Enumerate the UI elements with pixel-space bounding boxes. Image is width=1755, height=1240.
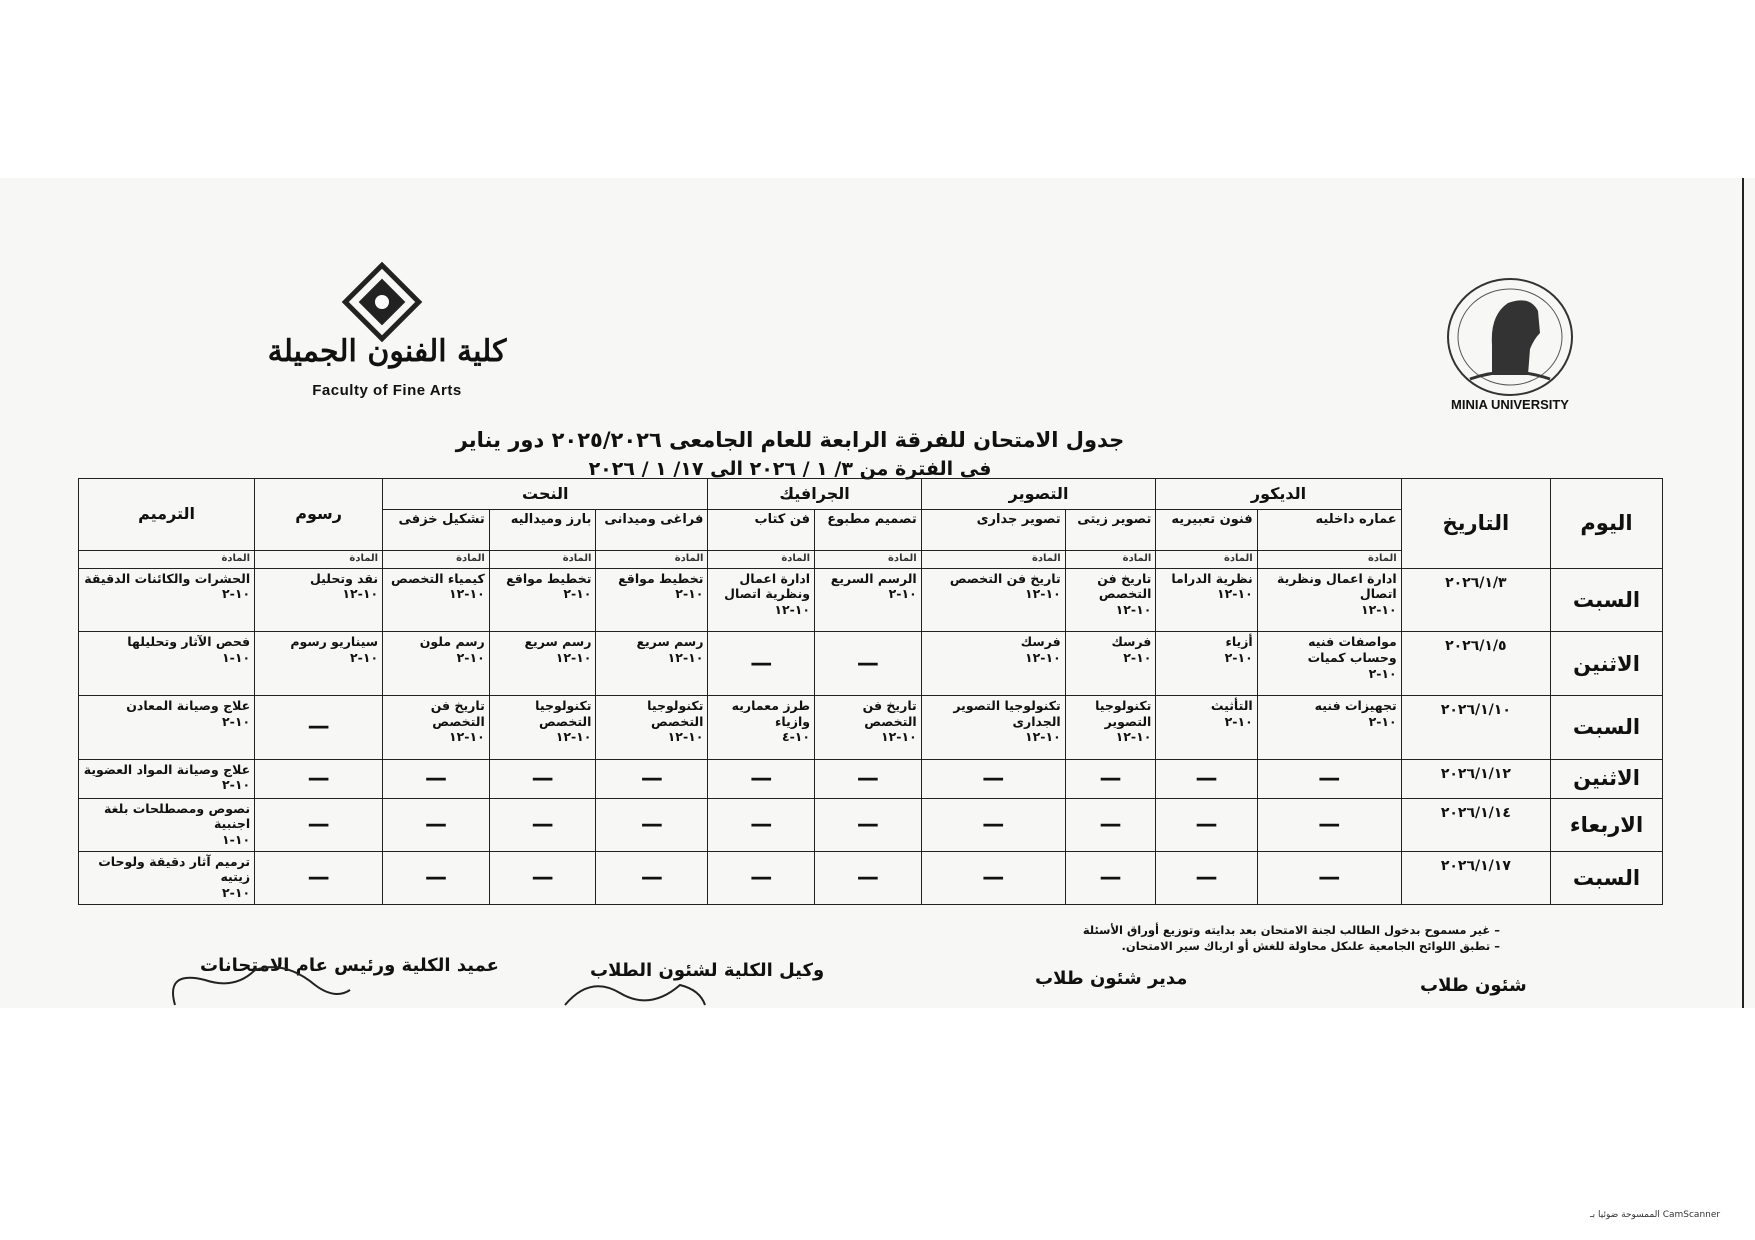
exam-cell: — xyxy=(708,759,815,798)
exam-time: ١٠-١٢ xyxy=(342,586,379,602)
exam-subject: علاج وصيانة المعادن xyxy=(126,697,251,713)
exam-cell: — xyxy=(489,759,596,798)
exam-time: ١٠-٢ xyxy=(1123,649,1152,665)
exam-time: ١٠-٢ xyxy=(222,884,251,900)
material-label: المادة xyxy=(1257,550,1401,568)
date-cell: ٢٠٢٦/١/١٠ xyxy=(1401,695,1550,759)
nefertiti-emblem-icon xyxy=(1430,275,1590,400)
exam-cell xyxy=(489,568,596,632)
exam-cell: — xyxy=(921,798,1065,851)
day-cell: الاثنين xyxy=(1551,632,1663,696)
exam-cell xyxy=(708,568,815,632)
exam-subject: كيمياء التخصص xyxy=(391,570,485,586)
exam-cell xyxy=(596,695,708,759)
schedule-row xyxy=(79,851,1663,904)
day-cell: السبت xyxy=(1551,851,1663,904)
exam-cell: — xyxy=(255,759,383,798)
exam-time: ١٠-١٢ xyxy=(1024,649,1061,665)
exam-cell xyxy=(79,759,255,798)
note-item: – غير مسموح بدخول الطالب لجنة الامتحان بعد بدايته وتوزيع أوراق الأسئلة xyxy=(1000,922,1500,938)
exam-subject: تاريخ فن التخصص xyxy=(430,697,485,729)
exam-cell: — xyxy=(596,798,708,851)
university-logo-text: MINIA UNIVERSITY xyxy=(1451,397,1569,412)
exam-cell: — xyxy=(815,759,922,798)
dept-decor: الديكور xyxy=(1156,479,1401,510)
exam-subject: تخطيط مواقع xyxy=(506,570,592,586)
material-label: المادة xyxy=(708,550,815,568)
exam-time: ١٠-١ xyxy=(222,649,251,665)
exam-cell xyxy=(79,695,255,759)
exam-time: ١٠-١٢ xyxy=(667,649,704,665)
exam-cell xyxy=(596,632,708,696)
day-cell: السبت xyxy=(1551,695,1663,759)
exam-time: ١٠-٢ xyxy=(1368,713,1397,729)
date-cell: ٢٠٢٦/١/١٤ xyxy=(1401,798,1550,851)
faculty-emblem-icon xyxy=(262,262,512,342)
exam-subject: فحص الآثار وتحليلها xyxy=(127,634,251,650)
exam-subject: تاريخ فن التخصص xyxy=(862,697,917,729)
signature-student-affairs: شئون طلاب xyxy=(1420,975,1527,996)
exam-cell: — xyxy=(708,851,815,904)
exam-cell xyxy=(921,632,1065,696)
exam-time: ١٠-١٢ xyxy=(449,729,485,745)
signature-affairs-director: مدير شئون طلاب xyxy=(1035,968,1188,989)
material-label: المادة xyxy=(1156,550,1257,568)
exam-cell: — xyxy=(708,798,815,851)
exam-subject: علاج وصيانة المواد العضوية xyxy=(83,761,251,777)
exam-subject: تكنولوجيا التخصص xyxy=(647,697,704,729)
exam-cell xyxy=(1257,632,1401,696)
date-cell: ٢٠٢٦/١/٥ xyxy=(1401,632,1550,696)
exam-time: ١٠-١٢ xyxy=(774,602,811,617)
exam-cell: — xyxy=(1156,759,1257,798)
exam-time: ١٠-١٢ xyxy=(555,729,592,745)
scanner-watermark: CamScanner الممسوحة ضوئيا بـ xyxy=(1590,1210,1721,1220)
exam-subject: فرسك xyxy=(1111,634,1152,650)
exam-time: ١٠-٢ xyxy=(222,713,251,729)
exam-subject: رسم ملون xyxy=(419,634,485,650)
day-cell: السبت xyxy=(1551,568,1663,632)
exam-time: ١٠-٢ xyxy=(222,777,251,793)
exam-time: ١٠-١٢ xyxy=(667,729,704,745)
material-label: المادة xyxy=(255,550,383,568)
exam-cell: — xyxy=(1065,759,1156,798)
exam-time: ١٠-٢ xyxy=(888,586,917,602)
date-cell: ٢٠٢٦/١/١٢ xyxy=(1401,759,1550,798)
faculty-logo-text: كلية الفنون الجميلة xyxy=(267,334,507,369)
subject-oil-painting: تصوير زيتى xyxy=(1065,509,1156,550)
exam-time: ١٠-٢ xyxy=(563,586,592,602)
exam-subject: تكنولوجيا التخصص xyxy=(535,697,592,729)
exam-subject: ادارة اعمال ونظرية اتصال xyxy=(1276,570,1397,602)
exam-cell: — xyxy=(1257,851,1401,904)
exam-cell: — xyxy=(815,851,922,904)
exam-cell: — xyxy=(921,759,1065,798)
signature-vice-dean: وكيل الكلية لشئون الطلاب xyxy=(590,960,825,981)
exam-subject: تكنولوجيا التصوير الجدارى xyxy=(953,697,1061,729)
note-item: – تطبق اللوائح الجامعية علىكل محاولة للغش أو ارباك سير الامتحان. xyxy=(1000,938,1500,954)
exam-cell xyxy=(921,568,1065,632)
exam-time: ١٠-١٢ xyxy=(1115,602,1152,617)
exam-cell xyxy=(596,568,708,632)
schedule-row xyxy=(79,798,1663,851)
exam-cell: — xyxy=(815,632,922,696)
signature-scribble-icon xyxy=(560,975,710,1015)
exam-subject: سيناريو رسوم xyxy=(290,634,379,650)
exam-cell xyxy=(1156,568,1257,632)
exam-cell: — xyxy=(383,798,490,851)
exam-cell xyxy=(1257,568,1401,632)
exam-cell xyxy=(79,798,255,851)
university-logo xyxy=(1430,275,1590,420)
exam-subject: نظرية الدراما xyxy=(1171,570,1253,586)
schedule-row xyxy=(79,568,1663,632)
exam-subject: رسم سريع xyxy=(636,634,704,650)
exam-cell xyxy=(1257,695,1401,759)
exam-time: ١٠-٢ xyxy=(350,649,379,665)
exam-cell xyxy=(921,695,1065,759)
day-cell: الاربعاء xyxy=(1551,798,1663,851)
subject-expressive-arts: فنون تعبيريه xyxy=(1156,509,1257,550)
exam-subject: أزياء xyxy=(1225,634,1253,650)
exam-cell xyxy=(1156,695,1257,759)
exam-subject: تكنولوجيا التصوير xyxy=(1095,697,1152,729)
exam-cell xyxy=(1156,632,1257,696)
material-label: المادة xyxy=(489,550,596,568)
dept-drawings: رسوم xyxy=(255,479,383,551)
header-row-departments xyxy=(79,479,1663,510)
exam-cell xyxy=(1065,568,1156,632)
exam-time: ١٠-١٢ xyxy=(1115,729,1152,745)
date-cell: ٢٠٢٦/١/٣ xyxy=(1401,568,1550,632)
exam-subject: الرسم السريع xyxy=(830,570,917,586)
exam-cell xyxy=(255,632,383,696)
exam-cell: — xyxy=(1257,759,1401,798)
exam-cell: — xyxy=(596,851,708,904)
exam-time: ١٠-٤ xyxy=(781,729,811,745)
dept-painting: التصوير xyxy=(921,479,1156,510)
exam-cell xyxy=(489,632,596,696)
exam-cell xyxy=(79,851,255,904)
subject-relief-medal: بارز وميداليه xyxy=(489,509,596,550)
exam-time: ١٠-٢ xyxy=(456,649,485,665)
exam-cell: — xyxy=(383,759,490,798)
faculty-logo-en: Faculty of Fine Arts xyxy=(312,382,462,399)
exam-subject: رسم سريع xyxy=(524,634,592,650)
exam-subject: فرسك xyxy=(1020,634,1061,650)
exam-subject: نقد وتحليل xyxy=(310,570,379,586)
day-cell: الاثنين xyxy=(1551,759,1663,798)
exam-cell: — xyxy=(383,851,490,904)
exam-subject: ترميم آثار دقيقة ولوحات زيتيه xyxy=(98,853,251,885)
exam-cell: — xyxy=(815,798,922,851)
exam-time: ١٠-١٢ xyxy=(1360,602,1397,617)
exam-subject: ادارة اعمال ونظرية اتصال xyxy=(724,570,811,602)
exam-cell xyxy=(708,695,815,759)
exam-time: ١٠-٢ xyxy=(222,586,251,602)
subject-mural-painting: تصوير جدارى xyxy=(921,509,1065,550)
schedule-row xyxy=(79,695,1663,759)
exam-cell: — xyxy=(255,851,383,904)
exam-cell xyxy=(383,568,490,632)
schedule-period: فى الفترة من ٣/ ١ / ٢٠٢٦ الى ١٧/ ١ / ٢٠٢٦ xyxy=(588,458,992,480)
dept-graphics: الجرافيك xyxy=(708,479,921,510)
exam-subject: مواصفات فنيه وحساب كميات xyxy=(1307,634,1397,665)
exam-cell: — xyxy=(708,632,815,696)
exam-subject: الحشرات والكائنات الدقيقة xyxy=(84,570,251,586)
exam-subject: نصوص ومصطلحات بلغة اجنبية xyxy=(103,800,251,832)
exam-time: ١٠-١٢ xyxy=(449,586,485,602)
faculty-logo xyxy=(262,262,512,412)
exam-subject: طرز معماريه وازياء xyxy=(731,697,811,729)
exam-cell: — xyxy=(1156,798,1257,851)
exam-subject: تاريخ فن التخصص xyxy=(949,570,1061,586)
schedule-row xyxy=(79,632,1663,696)
exam-time: ١٠-٢ xyxy=(675,586,704,602)
exam-schedule-table xyxy=(78,478,1663,905)
subject-spatial-sculpture: فراغى وميدانى xyxy=(596,509,708,550)
exam-cell xyxy=(815,695,922,759)
exam-cell: — xyxy=(1065,798,1156,851)
exam-time: ١٠-١٢ xyxy=(1216,586,1253,602)
exam-cell xyxy=(383,695,490,759)
material-label: المادة xyxy=(79,550,255,568)
dept-sculpture: النحت xyxy=(383,479,708,510)
exam-time: ١٠-٢ xyxy=(1368,665,1397,681)
subject-print-design: تصميم مطبوع xyxy=(815,509,922,550)
exam-cell: — xyxy=(1065,851,1156,904)
exam-time: ١٠-١٢ xyxy=(555,649,592,665)
exam-cell: — xyxy=(921,851,1065,904)
exam-cell xyxy=(489,695,596,759)
exam-subject: تجهيزات فنيه xyxy=(1314,697,1397,713)
exam-cell xyxy=(1065,632,1156,696)
exam-time: ١٠-٢ xyxy=(1224,649,1253,665)
exam-cell xyxy=(1065,695,1156,759)
schedule-body xyxy=(79,568,1663,904)
exam-cell: — xyxy=(255,695,383,759)
exam-cell: — xyxy=(255,798,383,851)
material-label: المادة xyxy=(1065,550,1156,568)
exam-time: ١٠-٢ xyxy=(1224,713,1253,729)
exam-cell: — xyxy=(489,798,596,851)
material-label: المادة xyxy=(921,550,1065,568)
exam-cell xyxy=(79,568,255,632)
exam-cell: — xyxy=(1257,798,1401,851)
signature-scribble-icon xyxy=(165,960,355,1010)
date-cell: ٢٠٢٦/١/١٧ xyxy=(1401,851,1550,904)
schedule-row xyxy=(79,759,1663,798)
exam-subject: التأثيث xyxy=(1210,697,1253,713)
exam-cell: — xyxy=(489,851,596,904)
exam-cell xyxy=(255,568,383,632)
subject-book-art: فن كتاب xyxy=(708,509,815,550)
exam-subject: تاريخ فن التخصص xyxy=(1097,570,1152,602)
subject-interior-architecture: عماره داخليه xyxy=(1257,509,1401,550)
material-label: المادة xyxy=(596,550,708,568)
material-label: المادة xyxy=(815,550,922,568)
exam-time: ١٠-١٢ xyxy=(880,729,917,745)
exam-cell xyxy=(79,632,255,696)
subject-ceramic-forming: تشكيل خزفى xyxy=(383,509,490,550)
dept-restoration: الترميم xyxy=(79,479,255,551)
exam-cell: — xyxy=(1156,851,1257,904)
day-header: اليوم xyxy=(1551,479,1663,569)
exam-time: ١٠-١ xyxy=(222,831,251,847)
schedule-title: جدول الامتحان للفرقة الرابعة للعام الجامعى ٢٠٢٥/٢٠٢٦ دور يناير xyxy=(455,428,1125,452)
paper-edge xyxy=(1742,178,1744,1008)
exam-subject: تخطيط مواقع xyxy=(618,570,704,586)
exam-notes xyxy=(1000,922,1500,954)
exam-cell xyxy=(815,568,922,632)
exam-cell: — xyxy=(596,759,708,798)
material-label: المادة xyxy=(383,550,490,568)
date-header: التاريخ xyxy=(1401,479,1550,569)
exam-cell xyxy=(383,632,490,696)
exam-time: ١٠-١٢ xyxy=(1024,729,1061,745)
exam-time: ١٠-١٢ xyxy=(1024,586,1061,602)
signature-dean: عميد الكلية ورئيس عام الامتحانات xyxy=(200,955,499,976)
